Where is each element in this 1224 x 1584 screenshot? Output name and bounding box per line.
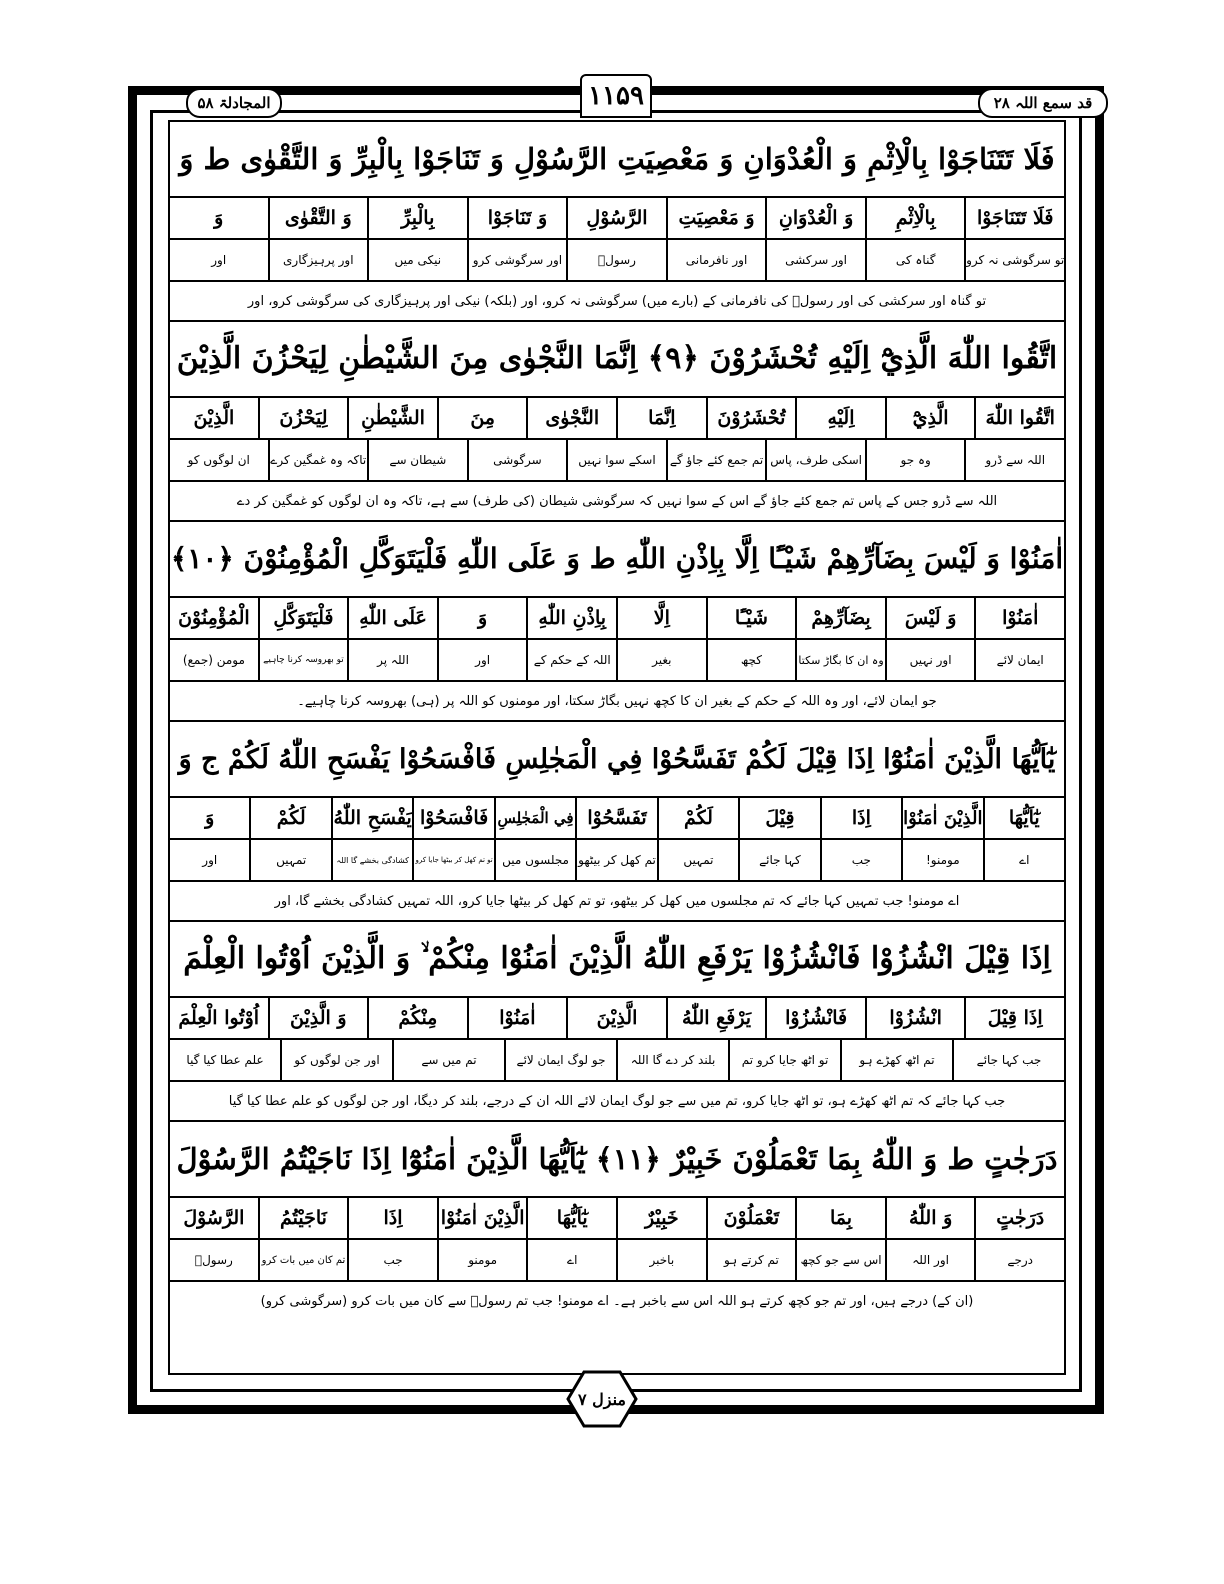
urdu-meaning-cell: اسکی طرف، پاس bbox=[765, 440, 865, 480]
urdu-meaning-cell: ان لوگوں کو bbox=[187, 453, 250, 467]
arabic-word-cell: الرَّسُوْلَ bbox=[183, 1207, 245, 1229]
word-by-word-row bbox=[170, 996, 1064, 1038]
arabic-word-cell: يٰٓاَيُّهَا bbox=[983, 798, 1064, 838]
urdu-meaning-cell: اور پرہیزگاری bbox=[268, 240, 368, 280]
urdu-meaning-cell: تمہیں bbox=[249, 840, 330, 880]
urdu-meaning-cell: نیکی میں bbox=[367, 240, 467, 280]
urdu-translation-line: تو گناہ اور سرکشی کی اور رسولؐ کی نافرمانی کے (بارے میں) سرگوشی نہ کرو، اور (بلکہ) نیکی اور پرہیزگاری کی سرگوشی کرو، اور bbox=[170, 280, 1064, 320]
word-meaning-row bbox=[170, 438, 1064, 480]
arabic-word-cell: بِمَا bbox=[795, 1198, 885, 1238]
urdu-meaning-cell: تم کرتے ہو bbox=[706, 1240, 796, 1280]
word-by-word-row bbox=[170, 796, 1064, 838]
urdu-meaning-cell: تو سرگوشی نہ کرو bbox=[964, 240, 1064, 280]
urdu-meaning-cell: درجے bbox=[974, 1240, 1064, 1280]
verse-section bbox=[170, 722, 1064, 922]
arabic-word-cell: تَفَسَّحُوْا bbox=[575, 798, 656, 838]
arabic-verse-line: اٰمَنُوْا وَ لَيْسَ بِضَآرِّهِمْ شَيْـًٔا اِلَّا بِاِذْنِ اللّٰهِ ط وَ عَلَى اللّٰهِ فَلْيَتَوَكَّلِ الْمُؤْمِنُوْنَ ﴿۱۰﴾ bbox=[170, 542, 1064, 575]
arabic-word-cell: مِنَ bbox=[437, 398, 527, 438]
urdu-meaning-cell: تو اٹھ جایا کرو تم bbox=[728, 1040, 840, 1080]
urdu-meaning-cell: باخبر bbox=[616, 1240, 706, 1280]
arabic-word-cell: لَكُمْ bbox=[249, 798, 330, 838]
arabic-word-cell: اتَّقُوا اللّٰهَ bbox=[974, 398, 1064, 438]
arabic-verse-line: فَلَا تَتَنَاجَوْا بِالْاِثْمِ وَ الْعُدْوَانِ وَ مَعْصِيَتِ الرَّسُوْلِ وَ تَنَاجَوْا بِالْبِرِّ وَ التَّقْوٰى ط وَ bbox=[179, 141, 1055, 176]
arabic-word-cell: بِضَآرِّهِمْ bbox=[795, 598, 885, 638]
arabic-word-cell: اٰمَنُوْا bbox=[974, 598, 1064, 638]
urdu-meaning-cell: سرگوشی bbox=[467, 440, 567, 480]
urdu-translation-line: جب کہا جائے کہ تم اٹھ کھڑے ہو، تو اٹھ جایا کرو، تم میں سے جو لوگ ایمان لائے اللہ ان کے درجے، بلند کر دیگا، اور جن لوگوں کو علم عطا کیا گیا bbox=[170, 1080, 1064, 1120]
arabic-word-cell: وَ التَّقْوٰى bbox=[268, 198, 368, 238]
urdu-meaning-cell: تم جمع کئے جاؤ گے bbox=[666, 440, 766, 480]
word-meaning-row bbox=[170, 1238, 1064, 1280]
arabic-word-cell: مِنْكُمْ bbox=[367, 998, 467, 1038]
arabic-word-cell: فَافْسَحُوْا bbox=[412, 798, 493, 838]
urdu-meaning-cell: تو تم کھل کر بیٹھا جایا کرو bbox=[412, 840, 493, 880]
arabic-word-cell: وَ bbox=[214, 207, 224, 229]
arabic-word-cell: اُوْتُوا الْعِلْمَ bbox=[178, 1007, 260, 1029]
urdu-translation-line: اللہ سے ڈرو جس کے پاس تم جمع کئے جاؤ گے اس کے سوا نہیں کہ سرگوشی شیطان (کی طرف) سے ہے، تاکہ وہ ان لوگوں کو غمگین کر دے bbox=[170, 480, 1064, 520]
arabic-word-cell: شَيْـًٔا bbox=[706, 598, 796, 638]
surah-label: المجادلۃ ۵۸ bbox=[186, 88, 282, 118]
arabic-word-cell: وَ الْعُدْوَانِ bbox=[765, 198, 865, 238]
urdu-meaning-cell: اور نافرمانی bbox=[666, 240, 766, 280]
arabic-word-cell: وَ تَنَاجَوْا bbox=[467, 198, 567, 238]
urdu-meaning-cell: تم اٹھ کھڑے ہو bbox=[840, 1040, 952, 1080]
urdu-meaning-cell: اللہ سے ڈرو bbox=[964, 440, 1064, 480]
urdu-meaning-cell: جب bbox=[820, 840, 901, 880]
arabic-word-cell: دَرَجٰتٍ bbox=[974, 1198, 1064, 1238]
arabic-word-cell: اِلَيْهِ bbox=[795, 398, 885, 438]
urdu-meaning-cell: وہ جو bbox=[865, 440, 965, 480]
arabic-word-cell: الَّذِيْٓ bbox=[885, 398, 975, 438]
arabic-verse-line: اِذَا قِيْلَ انْشُزُوْا فَانْشُزُوْا يَرْفَعِ اللّٰهُ الَّذِيْنَ اٰمَنُوْا مِنْكُمْ ۙ وَ الَّذِيْنَ اُوْتُوا الْعِلْمَ bbox=[183, 941, 1051, 976]
arabic-word-cell: الْمُؤْمِنُوْنَ bbox=[178, 607, 250, 629]
arabic-word-cell: فِي الْمَجٰلِسِ bbox=[494, 798, 575, 838]
arabic-verse-line: دَرَجٰتٍ ط وَ اللّٰهُ بِمَا تَعْمَلُوْنَ خَبِيْرٌ ﴿۱۱﴾ يٰٓاَيُّهَا الَّذِيْنَ اٰمَنُوْٓا اِذَا نَاجَيْتُمُ الرَّسُوْلَ bbox=[176, 1141, 1058, 1176]
urdu-meaning-cell: رسولؐ bbox=[194, 1253, 233, 1267]
content-area bbox=[168, 120, 1066, 1375]
arabic-word-cell: وَ bbox=[437, 598, 527, 638]
urdu-meaning-cell: شیطان سے bbox=[367, 440, 467, 480]
word-meaning-row bbox=[170, 238, 1064, 280]
word-meaning-row bbox=[170, 638, 1064, 680]
word-by-word-row bbox=[170, 196, 1064, 238]
arabic-word-cell: لَكُمْ bbox=[657, 798, 738, 838]
arabic-word-cell: يَرْفَعِ اللّٰهُ bbox=[666, 998, 766, 1038]
urdu-meaning-cell: مجلسوں میں bbox=[494, 840, 575, 880]
urdu-meaning-cell: گناہ کی bbox=[865, 240, 965, 280]
arabic-word-cell: اِذَا bbox=[347, 1198, 437, 1238]
arabic-word-cell: وَ مَعْصِيَتِ bbox=[666, 198, 766, 238]
page-number: ۱۱۵۹ bbox=[580, 74, 652, 118]
arabic-word-cell: خَبِيْرٌ bbox=[616, 1198, 706, 1238]
urdu-meaning-cell: کچھ bbox=[706, 640, 796, 680]
word-by-word-row bbox=[170, 1196, 1064, 1238]
urdu-meaning-cell: تمہیں bbox=[657, 840, 738, 880]
arabic-word-cell: فَانْشُزُوْا bbox=[765, 998, 865, 1038]
arabic-word-cell: بِالْاِثْمِ bbox=[865, 198, 965, 238]
arabic-word-cell: تُحْشَرُوْنَ bbox=[706, 398, 796, 438]
manzil-label: منزل ۷ bbox=[577, 1389, 626, 1409]
arabic-word-cell: قِيْلَ bbox=[738, 798, 819, 838]
arabic-word-cell: اِذَا bbox=[820, 798, 901, 838]
arabic-word-cell: النَّجْوٰى bbox=[526, 398, 616, 438]
urdu-meaning-cell: علم عطا کیا گیا bbox=[186, 1053, 264, 1067]
urdu-meaning-cell: کشادگی بخشے گا اللہ bbox=[331, 840, 412, 880]
urdu-meaning-cell: تم کان میں بات کرو bbox=[258, 1240, 348, 1280]
arabic-word-cell: يَفْسَحِ اللّٰهُ bbox=[331, 798, 412, 838]
urdu-meaning-cell: تو بھروسہ کرنا چاہیے bbox=[258, 640, 348, 680]
arabic-word-cell: فَلْيَتَوَكَّلِ bbox=[258, 598, 348, 638]
urdu-translation-line: جو ایمان لائے، اور وہ اللہ کے حکم کے بغیر ان کا کچھ نہیں بگاڑ سکتا، اور مومنوں کو اللہ پر (ہی) بھروسہ کرنا چاہیے۔ bbox=[170, 680, 1064, 720]
verse-section bbox=[170, 122, 1064, 322]
urdu-meaning-cell: ایمان لائے bbox=[974, 640, 1064, 680]
arabic-word-cell: بِالْبِرِّ bbox=[367, 198, 467, 238]
arabic-word-cell: الرَّسُوْلِ bbox=[566, 198, 666, 238]
urdu-meaning-cell: جب کہا جائے bbox=[952, 1040, 1064, 1080]
urdu-meaning-cell: جب bbox=[347, 1240, 437, 1280]
arabic-word-cell: فَلَا تَتَنَاجَوْا bbox=[964, 198, 1064, 238]
urdu-meaning-cell: اس سے جو کچھ bbox=[795, 1240, 885, 1280]
urdu-meaning-cell: کہا جائے bbox=[738, 840, 819, 880]
urdu-meaning-cell: اور bbox=[202, 853, 218, 867]
urdu-meaning-cell: وہ ان کا بگاڑ سکتا bbox=[795, 640, 885, 680]
arabic-word-cell: لِيَحْزُنَ bbox=[258, 398, 348, 438]
urdu-meaning-cell: تم کھل کر بیٹھو bbox=[575, 840, 656, 880]
urdu-meaning-cell: بلند کر دے گا اللہ bbox=[616, 1040, 728, 1080]
word-meaning-row bbox=[170, 1038, 1064, 1080]
word-by-word-row bbox=[170, 596, 1064, 638]
urdu-meaning-cell: اور سرگوشی کرو bbox=[467, 240, 567, 280]
arabic-word-cell: اِنَّمَا bbox=[616, 398, 706, 438]
arabic-word-cell: اٰمَنُوْا bbox=[467, 998, 567, 1038]
arabic-word-cell: تَعْمَلُوْنَ bbox=[706, 1198, 796, 1238]
urdu-meaning-cell: مومن (جمع) bbox=[182, 653, 245, 667]
urdu-meaning-cell: مومنو bbox=[437, 1240, 527, 1280]
arabic-word-cell: وَ الَّذِيْنَ bbox=[268, 998, 368, 1038]
arabic-word-cell: عَلَى اللّٰهِ bbox=[347, 598, 437, 638]
urdu-meaning-cell: اے bbox=[526, 1240, 616, 1280]
verse-section bbox=[170, 522, 1064, 722]
verse-section bbox=[170, 922, 1064, 1122]
urdu-meaning-cell: اللہ پر bbox=[347, 640, 437, 680]
urdu-meaning-cell: اور نہیں bbox=[885, 640, 975, 680]
word-by-word-row bbox=[170, 396, 1064, 438]
arabic-word-cell: الَّذِيْنَ bbox=[566, 998, 666, 1038]
arabic-word-cell: وَ اللّٰهُ bbox=[885, 1198, 975, 1238]
urdu-translation-line: اے مومنو! جب تمہیں کہا جائے کہ تم مجلسوں میں کھل کر بیٹھو، تو تم کھل کر بیٹھا جایا کرو، اللہ تمہیں کشادگی بخشے گا، اور bbox=[170, 880, 1064, 920]
arabic-word-cell: يٰٓاَيُّهَا bbox=[526, 1198, 616, 1238]
arabic-word-cell: نَاجَيْتُمُ bbox=[258, 1198, 348, 1238]
arabic-word-cell: انْشُزُوْا bbox=[865, 998, 965, 1038]
urdu-meaning-cell: اور سرکشی bbox=[765, 240, 865, 280]
urdu-translation-line: (ان کے) درجے ہیں، اور تم جو کچھ کرتے ہو اللہ اس سے باخبر ہے۔ اے مومنو! جب تم رسولؐ سے کان میں بات کرو (سرگوشی کرو) bbox=[170, 1280, 1064, 1320]
word-meaning-row bbox=[170, 838, 1064, 880]
verse-section bbox=[170, 322, 1064, 522]
arabic-word-cell: الَّذِيْنَ اٰمَنُوْا bbox=[437, 1198, 527, 1238]
arabic-word-cell: وَ لَيْسَ bbox=[885, 598, 975, 638]
urdu-meaning-cell: اور اللہ bbox=[885, 1240, 975, 1280]
arabic-word-cell: الشَّيْطٰنِ bbox=[347, 398, 437, 438]
urdu-meaning-cell: بغیر bbox=[616, 640, 706, 680]
urdu-meaning-cell: اے bbox=[983, 840, 1064, 880]
arabic-verse-line: اتَّقُوا اللّٰهَ الَّذِيْٓ اِلَيْهِ تُحْشَرُوْنَ ﴿۹﴾ اِنَّمَا النَّجْوٰى مِنَ الشَّيْطٰنِ لِيَحْزُنَ الَّذِيْنَ bbox=[176, 341, 1058, 376]
arabic-word-cell: بِاِذْنِ اللّٰهِ bbox=[526, 598, 616, 638]
urdu-meaning-cell: تاکہ وہ غمگین کرے bbox=[268, 440, 368, 480]
urdu-meaning-cell: مومنو! bbox=[901, 840, 982, 880]
urdu-meaning-cell: اور bbox=[211, 253, 227, 267]
urdu-meaning-cell: اور bbox=[437, 640, 527, 680]
arabic-word-cell: اِلَّا bbox=[616, 598, 706, 638]
urdu-meaning-cell: اور جن لوگوں کو bbox=[280, 1040, 392, 1080]
arabic-word-cell: الَّذِيْنَ اٰمَنُوْا bbox=[901, 798, 982, 838]
juz-label: قد سمع اللہ ۲۸ bbox=[978, 88, 1108, 118]
arabic-word-cell: الَّذِيْنَ bbox=[193, 407, 235, 429]
arabic-verse-line: يٰٓاَيُّهَا الَّذِيْنَ اٰمَنُوْٓا اِذَا قِيْلَ لَكُمْ تَفَسَّحُوْا فِي الْمَجٰلِسِ فَافْسَحُوْا يَفْسَحِ اللّٰهُ لَكُمْ ج وَ bbox=[178, 743, 1056, 775]
verse-section bbox=[170, 1122, 1064, 1320]
urdu-meaning-cell: جو لوگ ایمان لائے bbox=[504, 1040, 616, 1080]
arabic-word-cell: وَ bbox=[205, 807, 215, 829]
urdu-meaning-cell: اسکے سوا نہیں bbox=[566, 440, 666, 480]
urdu-meaning-cell: اللہ کے حکم کے bbox=[526, 640, 616, 680]
arabic-word-cell: اِذَا قِيْلَ bbox=[964, 998, 1064, 1038]
urdu-meaning-cell: تم میں سے bbox=[392, 1040, 504, 1080]
urdu-meaning-cell: رسولؐ bbox=[566, 240, 666, 280]
